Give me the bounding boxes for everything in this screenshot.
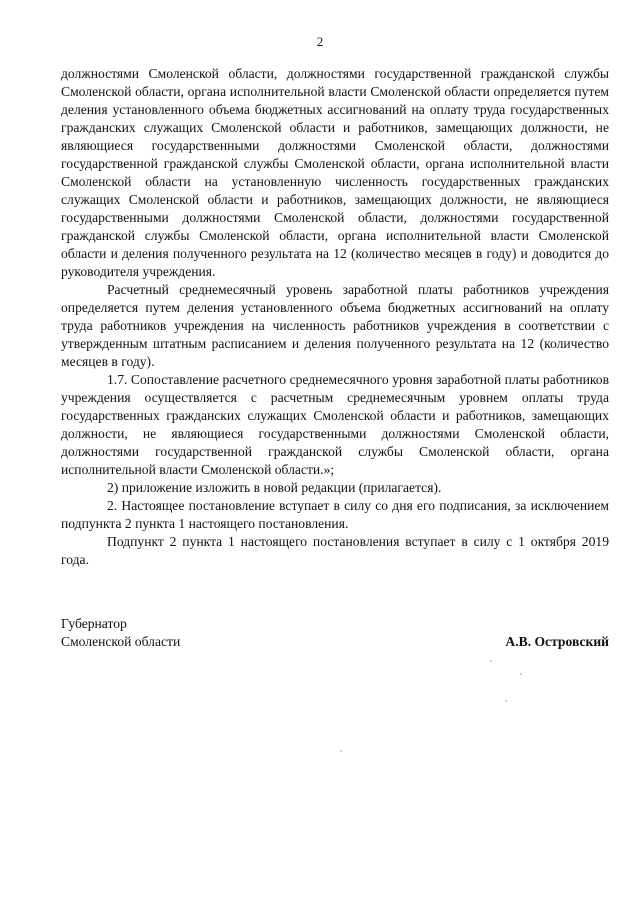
page-number: 2: [316, 34, 324, 49]
paragraph-1-7-comparison: 1.7. Сопоставление расчетного среднемесячного уровня заработной платы работников учреждения осуществляется с расчетным среднемесячным уровнем оплаты труда государственных гражданских служащих Смоленской области и работников, замещающих должности, не являющиеся государственными должностями Смоленской области, должностями государственной гражданской службы Смоленской области, органа исполнительной власти Смоленской области.»;: [61, 372, 609, 477]
paragraph-effective-date: 2. Настоящее постановление вступает в силу со дня его подписания, за исключением подпункта 2 пункта 1 настоящего постановления.: [61, 498, 609, 531]
paragraph-appendix-new-edition: 2) приложение изложить в новой редакции (прилагается).: [107, 480, 442, 495]
signatory-title-line-1: Губернатор: [61, 616, 127, 631]
scan-speck: [340, 750, 342, 752]
paragraph-continuation: должностями Смоленской области, должностями государственной гражданской службы Смоленской области, органа исполнительной власти Смоленской области определяется путем деления установленного объема бюджетных ассигнований на оплату труда государственных гражданских служащих Смоленской области и работников, замещающих должности, не являющиеся государственными должностями Смоленской области, должностями государственной гражданской службы Смоленской области, органа исполнительной власти Смоленской области на установленную численность государственных гражданских служащих Смоленской области и работников, замещающих должности, не являющиеся государственными должностями Смоленской области, должностями государственной гражданской службы Смоленской области, органа исполнительной власти Смоленской области и деления полученного результата на 12 (количество месяцев в году) и доводится до руководителя учреждения.: [61, 66, 609, 279]
scan-speck: [505, 700, 507, 702]
scan-speck: [490, 660, 492, 662]
paragraph-calculated-level: Расчетный среднемесячный уровень заработной платы работников учреждения определяется путем деления установленного объема бюджетных ассигнований на оплату труда работников учреждения на численность работников учреждения в соответствии с утвержденным штатным расписанием и деления полученного результата на 12 (количество месяцев в году).: [61, 282, 609, 369]
scan-speck: [520, 673, 522, 675]
signature-block: [61, 615, 609, 651]
signatory-name: А.В. Островский: [505, 634, 609, 649]
signatory-title-line-2: Смоленской области: [61, 634, 181, 649]
document-body: [61, 65, 609, 569]
paragraph-subitem-effective-date: Подпункт 2 пункта 1 настоящего постановления вступает в силу с 1 октября 2019 года.: [61, 534, 609, 567]
